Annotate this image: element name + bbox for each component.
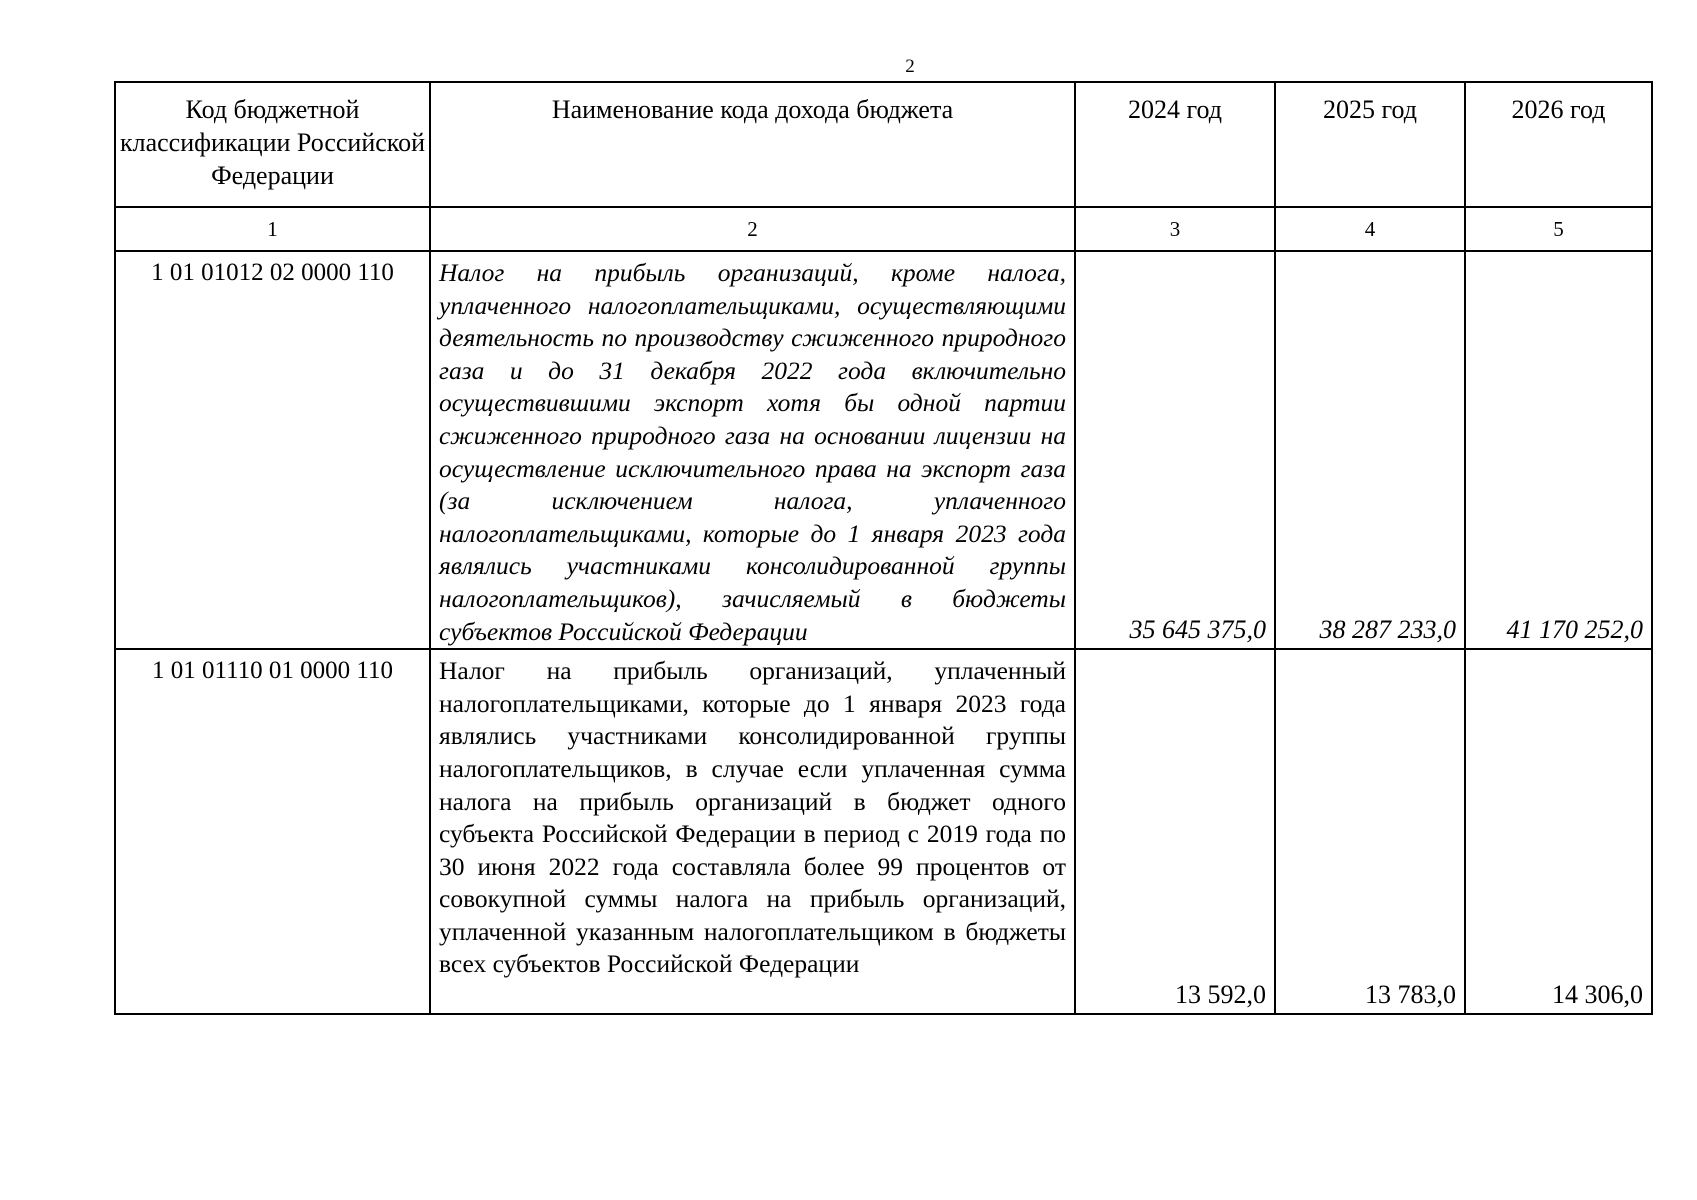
value-2024: 13 592,0 <box>1075 649 1275 1014</box>
value-2025: 13 783,0 <box>1275 649 1465 1014</box>
budget-code: 1 01 01110 01 0000 110 <box>115 649 430 1014</box>
column-number-row <box>115 207 1652 251</box>
column-number: 1 <box>115 207 430 251</box>
value-2024: 35 645 375,0 <box>1075 251 1275 649</box>
page-number: 2 <box>905 56 915 77</box>
header-2026: 2026 год <box>1465 82 1652 207</box>
table-row <box>115 251 1652 649</box>
header-code: Код бюджетной классификации Российской Федерации <box>115 82 430 207</box>
value-2026: 41 170 252,0 <box>1465 251 1652 649</box>
revenue-name: Налог на прибыль организаций, уплаченный налогоплательщиками, которые до 1 января 2023 года являлись участниками консолидированной группы налогоплательщиков, в случае если уплаченная сумма налога на прибыль организаций в бюджет одного субъекта Российской Федерации в период с 2019 года по 30 июня 2022 года составляла более 99 процентов от совокупной суммы налога на прибыль организаций, уплаченной указанным налогоплательщиком в бюджеты всех субъектов Российской Федерации <box>430 649 1075 1014</box>
column-number: 2 <box>430 207 1075 251</box>
column-number: 3 <box>1075 207 1275 251</box>
value-2026: 14 306,0 <box>1465 649 1652 1014</box>
header-name: Наименование кода дохода бюджета <box>430 82 1075 207</box>
budget-code: 1 01 01012 02 0000 110 <box>115 251 430 649</box>
value-2025: 38 287 233,0 <box>1275 251 1465 649</box>
header-2024: 2024 год <box>1075 82 1275 207</box>
header-2025: 2025 год <box>1275 82 1465 207</box>
column-number: 4 <box>1275 207 1465 251</box>
budget-revenue-table <box>114 81 1653 1015</box>
table-row <box>115 649 1652 1014</box>
column-number: 5 <box>1465 207 1652 251</box>
table-header-row <box>115 82 1652 207</box>
revenue-name: Налог на прибыль организаций, кроме налога, уплаченного налогоплательщиками, осуществляющими деятельность по производству сжиженного природного газа и до 31 декабря 2022 года включительно осуществившими экспорт хотя бы одной партии сжиженного природного газа на основании лицензии на осуществление исключительного права на экспорт газа (за исключением налога, уплаченного налогоплательщиками, которые до 1 января 2023 года являлись участниками консолидированной группы налогоплательщиков), зачисляемый в бюджеты субъектов Российской Федерации <box>430 251 1075 649</box>
